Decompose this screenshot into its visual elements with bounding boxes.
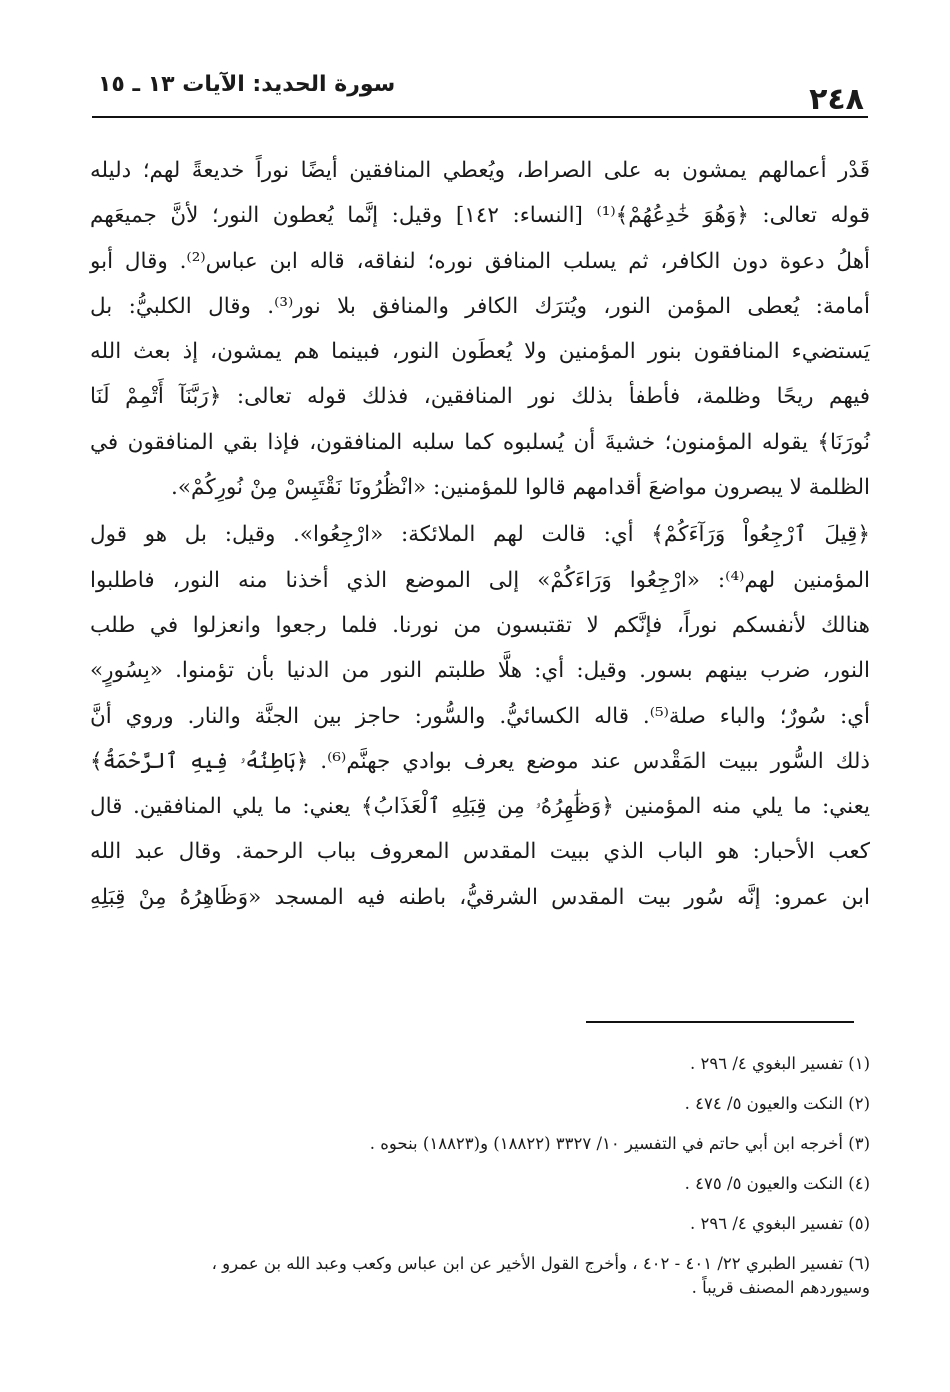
footnote-separator bbox=[586, 1021, 854, 1023]
page-number: ٢٤٨ bbox=[809, 82, 864, 117]
text-line: فيهم ريحًا وظلمة، فأطفأ بذلك نور المنافقين، فذلك قوله تعالى: ﴿رَبَّنَآ أَتْمِمْ لَنَا bbox=[90, 384, 870, 410]
text-line: كعب الأحبار: هو الباب الذي ببيت المقدس المعروف بباب الرحمة. وقال عبد الله bbox=[90, 839, 870, 865]
body-text bbox=[90, 148, 870, 920]
footnote-1: (١) تفسير البغوي ٤/ ٢٩٦ . bbox=[690, 1054, 870, 1073]
text-line: قَدْر أعمالهم يمشون به على الصراط، ويُعطي المنافقين أيضًا نوراً خديعةً لهم؛ دليله bbox=[90, 158, 870, 183]
text-line: النور، ضرب بينهم بسور. وقيل: أي: هلَّا طلبتم النور من الدنيا بأن تؤمنوا. «بِسُورٍ» bbox=[90, 658, 870, 684]
footnote-5: (٥) تفسير البغوي ٤/ ٢٩٦ . bbox=[690, 1214, 870, 1233]
text-line: يَستضيء المنافقون بنور المؤمنين ولا يُعطَون النور، فبينما هم يمشون، إذ بعث الله bbox=[90, 339, 870, 365]
footnote-6 bbox=[70, 1252, 870, 1300]
footnote-6-line-2: وسيوردهم المصنف قريباً . bbox=[691, 1278, 870, 1297]
text-line: يعني: ما يلي منه المؤمنين ﴿وَظَٰهِرُهُۥ مِن قِبَلِهِ ٱلْعَذَابُ﴾ يعني: ما يلي المنافقين. قال bbox=[90, 794, 870, 820]
paragraph-2 bbox=[90, 512, 870, 920]
footnote-2: (٢) النكت والعيون ٥/ ٤٧٤ . bbox=[684, 1094, 870, 1113]
text-line: قوله تعالى: ﴿وَهُوَ خَٰدِعُهُمْ﴾⁽¹⁾ [النساء: ١٤٢] وقيل: إنَّما يُعطون النور؛ لأنَّ جميعَهم bbox=[90, 203, 870, 229]
text-line: ﴿قِيلَ ٱرْجِعُواْ وَرَآءَكُمْ﴾ أي: قالت لهم الملائكة: «ارْجِعُوا». وقيل: بل هو قول bbox=[90, 522, 870, 548]
text-line: ذلك السُّور ببيت المَقْدس عند موضع يعرف بوادي جهنَّم⁽⁶⁾. ﴿بَاطِنُهُۥ فِيهِ ٱلرَّحْمَةُ﴾ bbox=[90, 748, 870, 774]
text-line: هنالك لأنفسكم نوراً، فإنَّكم لا تقتبسون من نورنا. فلما رجعوا وانعزلوا في طلب bbox=[90, 612, 870, 638]
text-line: أمامة: يُعطى المؤمن النور، ويُترَك الكافر والمنافق بلا نور⁽³⁾. وقال الكلبيُّ: بل bbox=[90, 293, 870, 319]
footnote-6-line-1: (٦) تفسير الطبري ٢٢/ ٤٠١ - ٤٠٢ ، وأخرج القول الأخير عن ابن عباس وكعب وعبد الله بن عمرو ، bbox=[211, 1254, 870, 1273]
text-line: الظلمة لا يبصرون مواضعَ أقدامهم قالوا للمؤمنين: «انْظُرُونَا نَقْتَبِسْ مِنْ نُورِكُمْ». bbox=[171, 475, 870, 501]
footnote-4: (٤) النكت والعيون ٥/ ٤٧٥ . bbox=[684, 1174, 870, 1193]
page-header bbox=[92, 68, 868, 126]
text-line: ابن عمرو: إنَّه سُور بيت المقدس الشرقيُّ، باطنه فيه المسجد «وَظَاهِرُهُ مِنْ قِبَلِهِ bbox=[90, 884, 870, 910]
text-line: أهلُ دعوة دون الكافر، ثم يسلب المنافق نوره؛ لنفاقه، قاله ابن عباس⁽²⁾. وقال أبو bbox=[90, 248, 871, 274]
running-title: سورة الحديد: الآيات ١٣ ـ ١٥ bbox=[98, 72, 396, 97]
header-rule bbox=[92, 116, 868, 118]
paragraph-1 bbox=[90, 148, 870, 510]
footnotes bbox=[70, 1052, 870, 1316]
text-line: أي: سُورٌ؛ والباء صلة⁽⁵⁾. قاله الكسائيُّ. والسُّور: حاجز بين الجنَّة والنار. وروي أنَّ bbox=[90, 703, 870, 729]
text-line: المؤمنين لهم⁽⁴⁾: «ارْجِعُوا وَرَاءَكُمْ» إلى الموضع الذي أخذنا منه النور، فاطلبوا bbox=[90, 567, 871, 593]
text-line: نُورَنَا﴾ يقوله المؤمنون؛ خشيةَ أن يُسلبوه كما سلبه المنافقون، فإذا بقي المنافقون في bbox=[90, 429, 870, 455]
footnote-3: (٣) أخرجه ابن أبي حاتم في التفسير ١٠/ ٣٣٢٧ (١٨٨٢٢) و(١٨٨٢٣) بنحوه . bbox=[369, 1134, 870, 1153]
